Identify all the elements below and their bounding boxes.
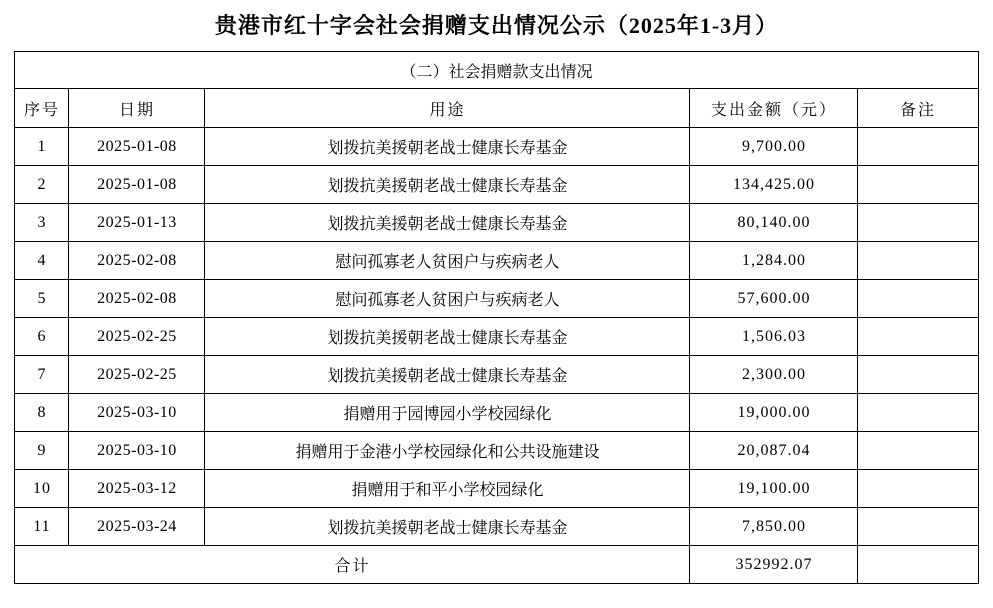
cell-note [858, 128, 978, 166]
cell-date: 2025-03-12 [69, 470, 205, 508]
cell-date: 2025-03-10 [69, 394, 205, 432]
cell-note [858, 242, 978, 280]
table-row [15, 432, 978, 470]
cell-seq: 7 [15, 356, 69, 394]
cell-date: 2025-01-08 [69, 128, 205, 166]
cell-use: 划拨抗美援朝老战士健康长寿基金 [205, 508, 690, 546]
cell-note [858, 204, 978, 242]
cell-amount: 19,100.00 [690, 470, 858, 508]
cell-amount: 2,300.00 [690, 356, 858, 394]
table-row [15, 318, 978, 356]
total-amount: 352992.07 [690, 546, 858, 584]
table-row [15, 394, 978, 432]
table-row [15, 166, 978, 204]
cell-seq: 5 [15, 280, 69, 318]
cell-seq: 3 [15, 204, 69, 242]
cell-seq: 6 [15, 318, 69, 356]
column-header-amount: 支出金额（元） [690, 89, 858, 128]
cell-note [858, 470, 978, 508]
cell-use: 慰问孤寡老人贫困户与疾病老人 [205, 242, 690, 280]
table-row [15, 242, 978, 280]
cell-seq: 10 [15, 470, 69, 508]
cell-date: 2025-02-25 [69, 318, 205, 356]
cell-note [858, 280, 978, 318]
cell-amount: 57,600.00 [690, 280, 858, 318]
cell-date: 2025-03-10 [69, 432, 205, 470]
table-row [15, 280, 978, 318]
donation-expenditure-table [14, 51, 978, 584]
cell-date: 2025-02-08 [69, 242, 205, 280]
cell-amount: 134,425.00 [690, 166, 858, 204]
cell-amount: 1,506.03 [690, 318, 858, 356]
cell-note [858, 318, 978, 356]
total-note [858, 546, 978, 584]
cell-date: 2025-03-24 [69, 508, 205, 546]
cell-use: 捐赠用于园博园小学校园绿化 [205, 394, 690, 432]
cell-use: 划拨抗美援朝老战士健康长寿基金 [205, 166, 690, 204]
cell-amount: 20,087.04 [690, 432, 858, 470]
cell-use: 慰问孤寡老人贫困户与疾病老人 [205, 280, 690, 318]
total-label: 合计 [15, 546, 690, 584]
cell-use: 划拨抗美援朝老战士健康长寿基金 [205, 356, 690, 394]
cell-note [858, 394, 978, 432]
cell-use: 划拨抗美援朝老战士健康长寿基金 [205, 128, 690, 166]
cell-seq: 4 [15, 242, 69, 280]
cell-amount: 80,140.00 [690, 204, 858, 242]
cell-seq: 9 [15, 432, 69, 470]
table-row [15, 128, 978, 166]
table-total-row [15, 546, 978, 584]
cell-amount: 7,850.00 [690, 508, 858, 546]
cell-use: 捐赠用于金港小学校园绿化和公共设施建设 [205, 432, 690, 470]
cell-date: 2025-02-08 [69, 280, 205, 318]
cell-amount: 1,284.00 [690, 242, 858, 280]
cell-date: 2025-01-13 [69, 204, 205, 242]
cell-note [858, 356, 978, 394]
cell-amount: 19,000.00 [690, 394, 858, 432]
column-header-date: 日期 [69, 89, 205, 128]
column-header-use: 用途 [205, 89, 690, 128]
table-row [15, 508, 978, 546]
cell-use: 捐赠用于和平小学校园绿化 [205, 470, 690, 508]
cell-seq: 1 [15, 128, 69, 166]
table-subtitle: （二）社会捐赠款支出情况 [15, 52, 978, 89]
table-subtitle-row [15, 52, 978, 89]
cell-seq: 11 [15, 508, 69, 546]
column-header-note: 备注 [858, 89, 978, 128]
cell-use: 划拨抗美援朝老战士健康长寿基金 [205, 318, 690, 356]
table-row [15, 356, 978, 394]
cell-amount: 9,700.00 [690, 128, 858, 166]
cell-date: 2025-01-08 [69, 166, 205, 204]
table-row [15, 204, 978, 242]
cell-seq: 2 [15, 166, 69, 204]
cell-use: 划拨抗美援朝老战士健康长寿基金 [205, 204, 690, 242]
table-row [15, 470, 978, 508]
table-header-row [15, 89, 978, 128]
column-header-seq: 序号 [15, 89, 69, 128]
cell-note [858, 166, 978, 204]
page-title: 贵港市红十字会社会捐赠支出情况公示（2025年1-3月） [214, 13, 779, 38]
cell-note [858, 432, 978, 470]
cell-date: 2025-02-25 [69, 356, 205, 394]
cell-note [858, 508, 978, 546]
cell-seq: 8 [15, 394, 69, 432]
